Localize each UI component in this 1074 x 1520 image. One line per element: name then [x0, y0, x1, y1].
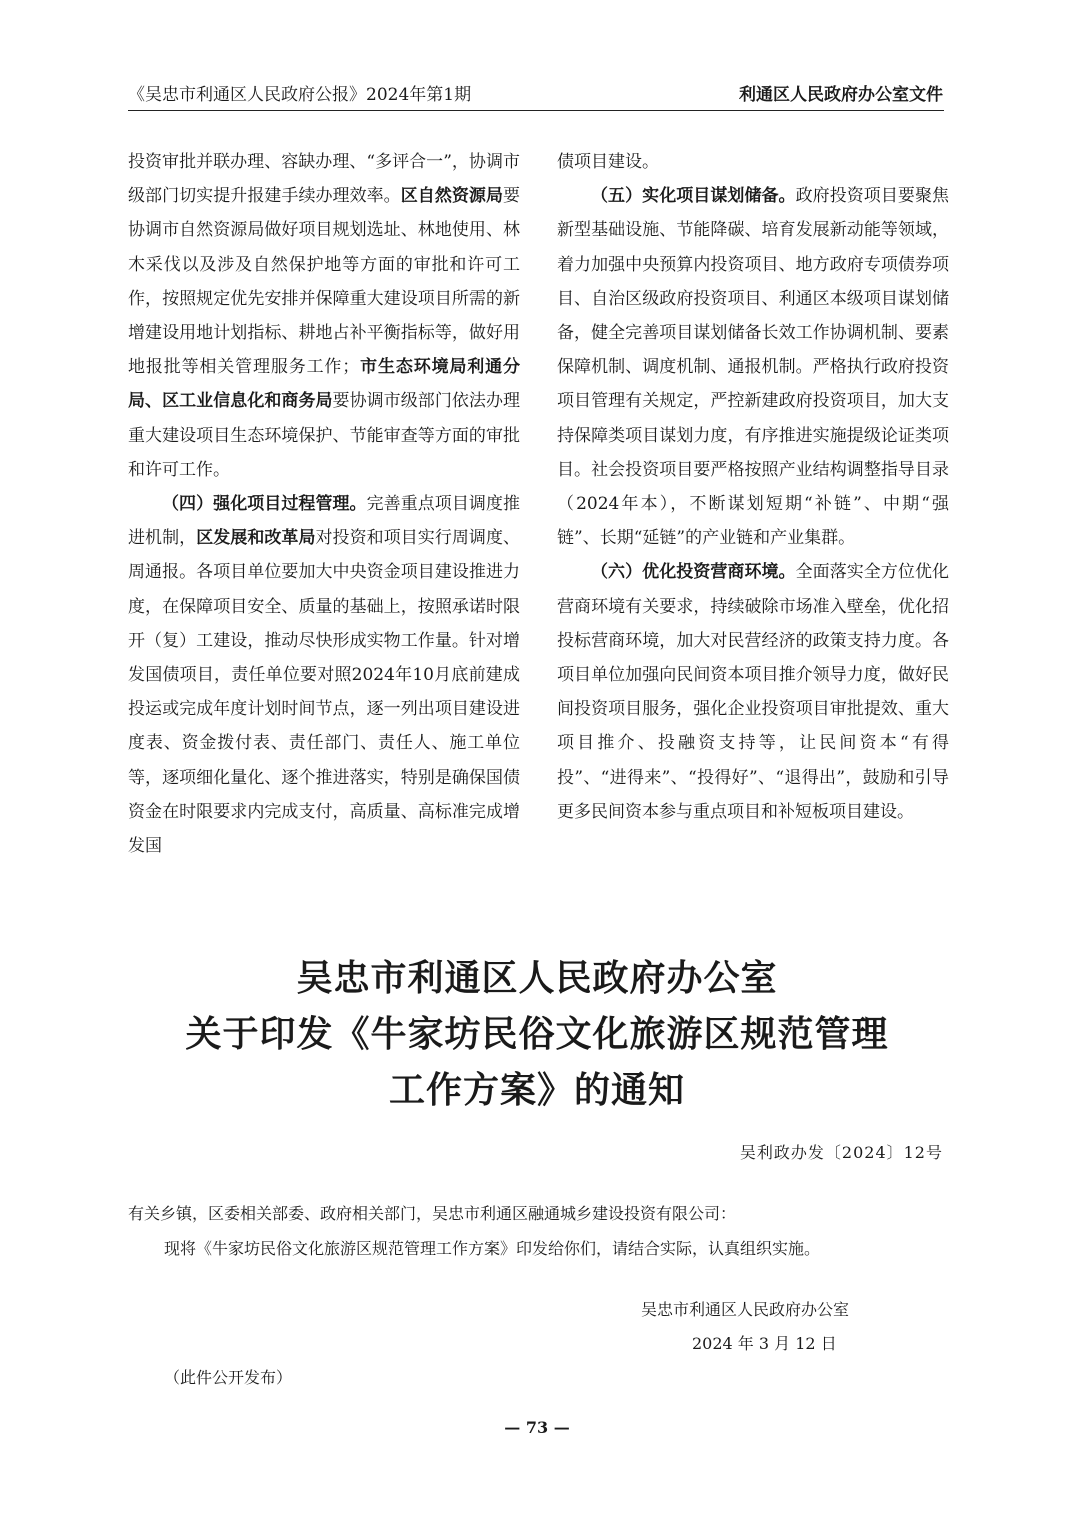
signature-organization: 吴忠市利通区人民政府办公室 [641, 1300, 850, 1319]
header-publication: 《吴忠市利通区人民政府公报》2024年第1期 [128, 85, 472, 105]
section-heading: （五）实化项目谋划储备。 [591, 186, 796, 207]
right-column [557, 145, 949, 829]
paragraph-continuation: 债项目建设。 [557, 152, 659, 172]
notice-body: 现将《牛家坊民俗文化旅游区规范管理工作方案》印发给你们，请结合实际，认真组织实施。 [164, 1239, 821, 1258]
page-number: — 73 — [504, 1418, 570, 1437]
paragraph-section-5: （五）实化项目谋划储备。政府投资项目要聚焦新型基础设施、节能降碳、培育发展新动能等领域，着力加强中央预算内投资项目、地方政府专项债券项目、自治区级政府投资项目、利通区本级项目谋划储备，健全完善项目谋划储备长效工作协调机制、要素保障机制、调度机制、通报机制。严格执行政府投资项目管理有关规定，严控新建政府投资项目，加大支持保障类项目谋划力度，有序推进实施提级论证类项目。社会投资项目要严格按照产业结构调整指导目录（2024年本），不断谋划短期“补链”、中期“强链”、长期“延链”的产业链和产业集群。 [557, 186, 950, 549]
signature-date: 2024 年 3 月 12 日 [692, 1334, 837, 1353]
header-divider [128, 110, 944, 111]
header-issuer: 利通区人民政府办公室文件 [739, 85, 943, 105]
addressee: 有关乡镇，区委相关部委、政府相关部门，吴忠市利通区融通城乡建设投资有限公司： [128, 1204, 737, 1223]
paragraph-section-6: （六）优化投资营商环境。全面落实全方位优化营商环境有关要求，持续破除市场准入壁垒，优化招投标营商环境，加大对民营经济的政策支持力度。各项目单位加强向民间资本项目推介领导力度，做好民间投资项目服务，强化企业投资项目审批提效、重大项目推介、投融资支持等，让民间资本“有得投”、“进得来”、“投得好”、“退得出”，鼓励和引导更多民间资本参与重点项目和补短板项目建设。 [557, 562, 950, 822]
section-heading: （六）优化投资营商环境。 [591, 562, 796, 583]
notice-title [0, 950, 1074, 1118]
notice-title-line: 关于印发《牛家坊民俗文化旅游区规范管理 [185, 1013, 889, 1055]
paragraph-section-4: （四）强化项目过程管理。完善重点项目调度推进机制，区发展和改革局对投资和项目实行周调度、周通报。各项目单位要加大中央资金项目建设推进力度，在保障项目安全、质量的基础上，按照承诺时限开（复）工建设，推动尽快形成实物工作量。针对增发国债项目，责任单位要对照2024年10月底前建成投运或完成年度计划时间节点，逐一列出项目建设进度表、资金拨付表、责任部门、责任人、施工单位等，逐项细化量化、逐个推进落实，特别是确保国债资金在时限要求内完成支付，高质量、高标准完成增发国 [128, 494, 521, 857]
document-number: 吴利政办发〔2024〕12号 [739, 1143, 943, 1162]
section-heading: （四）强化项目过程管理。 [162, 494, 367, 515]
publicity-note: （此件公开发布） [164, 1368, 293, 1387]
paragraph-approval: 投资审批并联办理、容缺办理、“多评合一”，协调市级部门切实提升报建手续办理效率。区自然资源局要协调市自然资源局做好项目规划选址、林地使用、林木采伐以及涉及自然保护地等方面的审批和许可工作，按照规定优先安排并保障重大建设项目所需的新增建设用地计划指标、耕地占补平衡指标等，做好用地报批等相关管理服务工作；市生态环境局利通分局、区工业信息化和商务局要协调市级部门依法办理重大建设项目生态环境保护、节能审查等方面的审批和许可工作。 [128, 152, 521, 480]
left-column [128, 145, 520, 863]
notice-title-line: 工作方案》的通知 [388, 1069, 685, 1111]
notice-title-line: 吴忠市利通区人民政府办公室 [296, 957, 778, 999]
